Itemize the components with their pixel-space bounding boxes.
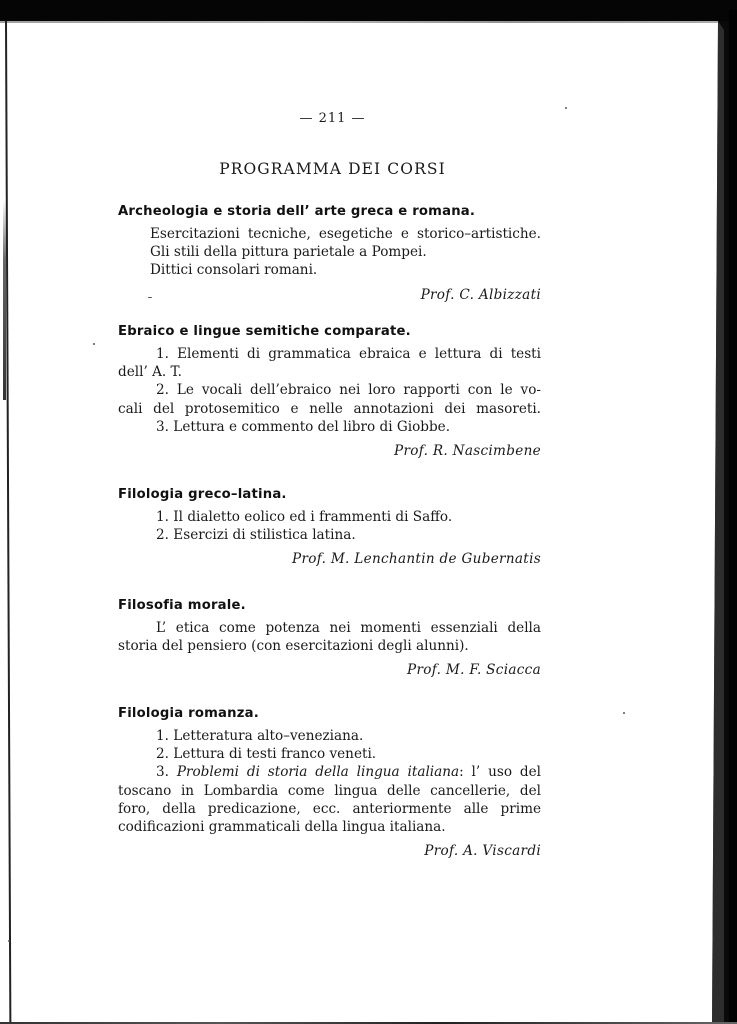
scan-left-shadow [3,200,6,400]
course-line: codificazioni grammaticali della lingua italiana. [118,819,446,836]
course-line: cali del protosemitico e nelle annotazioni dei masoreti. [118,400,541,417]
scan-speck [623,712,625,714]
course-line: Gli stili della pittura parietale a Pompei. [150,244,427,261]
course-heading: Archeologia e storia dell’ arte greca e romana. [118,204,476,219]
course-line: foro, della predicazione, ecc. anteriormente alle prime [118,800,541,817]
course-archeologia [118,203,541,304]
course-line: 2. Lettura di testi franco veneti. [156,746,377,763]
course-filosofia-morale [118,597,541,679]
course-line: L’ etica come potenza nei momenti essenziali della [156,620,541,636]
course-line: 3. Lettura e commento del libro di Giobbe. [156,418,451,435]
scan-speck [565,107,567,109]
scan-speck [93,343,95,345]
scan-top-edge [0,21,722,23]
course-line: 1. Elementi di grammatica ebraica e lettura di testi [156,346,541,362]
course-line: 1. Letteratura alto–veneziana. [156,728,364,744]
course-filologia-greco-latina [118,486,541,568]
page-number: — 211 — [299,111,366,126]
course-line: 1. Il dialetto eolico ed i frammenti di Saffo. [156,509,453,525]
course-line: dell’ A. T. [118,364,182,381]
course-professor: Prof. R. Nascimbene [394,443,541,460]
scan-speck [8,940,10,942]
course-line-item-3 [118,763,541,781]
page-title: PROGRAMMA DEI CORSI [219,160,446,178]
course-heading: Filologia greco–latina. [118,487,287,502]
course-line: Esercitazioni tecniche, esegetiche e storico–artistiche. [150,226,541,242]
item-rest: : l’ uso del [459,764,541,781]
course-ebraico [118,323,541,460]
scan-top-border [0,0,737,21]
course-line: toscano in Lombardia come lingua delle cancellerie, del [118,782,541,799]
course-line: storia del pensiero (con esercitazioni degli alunni). [118,638,469,655]
course-line: Dittici consolari romani. [150,262,318,279]
course-heading: Filologia romanza. [118,706,259,721]
course-filologia-romanza [118,705,541,860]
item-number: 3. [156,764,177,781]
course-line: 2. Le vocali dell’ebraico nei loro rapporti con le vo- [156,382,541,399]
course-line: 2. Esercizi di stilistica latina. [156,527,356,544]
course-professor: Prof. M. Lenchantin de Gubernatis [292,551,541,568]
course-professor: Prof. C. Albizzati [420,286,541,303]
course-professor: Prof. A. Viscardi [424,843,541,860]
course-heading: Ebraico e lingue semitiche comparate. [118,324,411,339]
course-professor: Prof. M. F. Sciacca [407,662,541,679]
course-heading: Filosofia morale. [118,598,246,613]
italic-topic: Problemi di storia della lingua italiana [176,764,460,781]
